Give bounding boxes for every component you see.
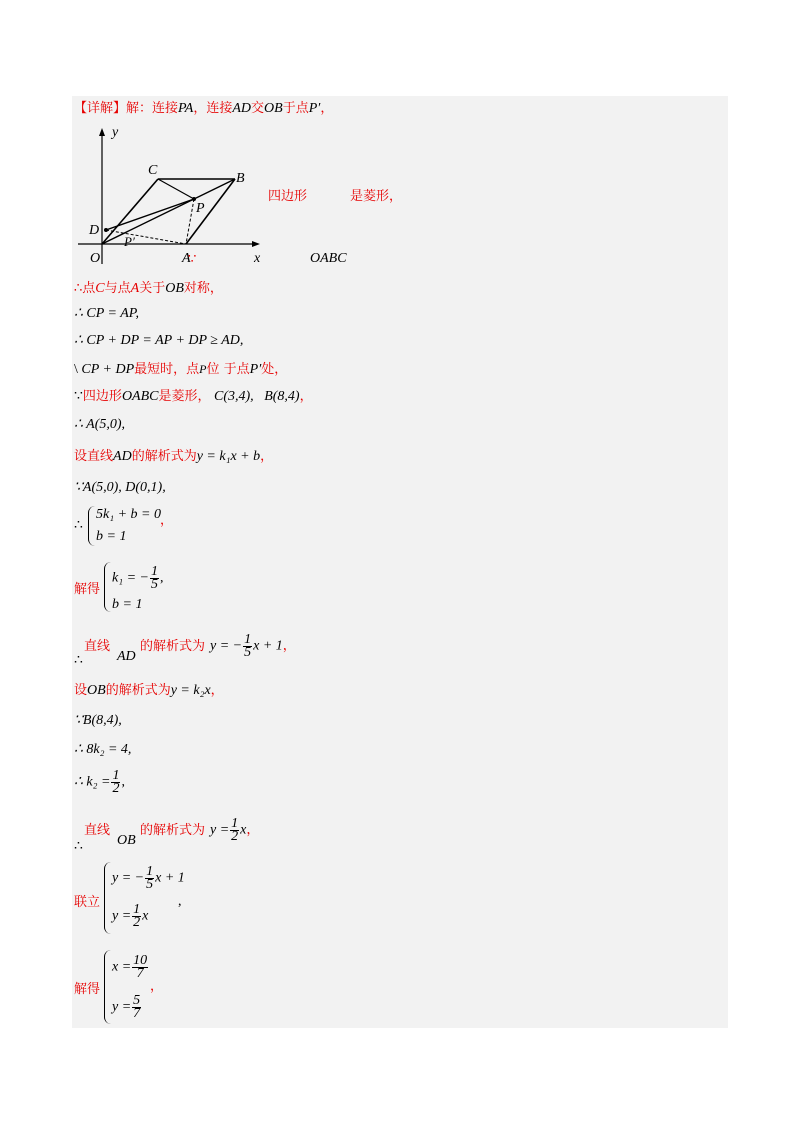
brace-3 [104, 862, 111, 934]
line-3: ∴ CP + DP = AP + DP ≥ AD, [74, 333, 244, 348]
solve-1-eq2: b = 1 [112, 597, 143, 612]
line-16-eq: y = $\frac{1}{2}$ x， [210, 816, 260, 844]
line-14: ∴ 8k₂ = 4, [74, 742, 132, 757]
system-2-eq2: y = $\frac{1}{2}$ x [112, 902, 149, 930]
system-1-eq2: b = 1 [96, 529, 127, 544]
line-13: ∵B(8,4), [74, 713, 122, 728]
line-7: 设直线AD的解析式为y = k₁x + b， [74, 449, 274, 464]
line-5: ∵四边形OABC是菱形， C(3,4), B(8,4)， [74, 389, 313, 404]
solve-2-eq2: y = $\frac{5}{7}$ [112, 993, 141, 1021]
label-C: C [148, 163, 158, 178]
label-A: A [182, 251, 191, 266]
label-B: B [236, 171, 245, 186]
solve-2-eq1: x = $\frac{10}{7}$ [112, 953, 148, 981]
system-1-eq1: 5k₁ + b = 0 [96, 507, 161, 522]
caption-1: 四边形 [268, 189, 308, 204]
line-12: 设OB的解析式为y = k₂x， [74, 683, 224, 698]
rhombus-figure [78, 124, 268, 272]
label-D: D [89, 223, 100, 238]
caption-2: 是菱形， [350, 189, 403, 204]
line-6: ∴ A(5,0), [74, 417, 126, 432]
solve-1-eq1: k₁ = − $\frac{1}{5}$ , [112, 564, 164, 592]
line-11-eq: y = − $\frac{1}{5}$ x + 1， [210, 632, 296, 660]
caption-oabc: OABC [310, 251, 347, 266]
brace-1 [88, 506, 95, 546]
label-x: x [254, 251, 261, 266]
label-O: O [90, 251, 101, 266]
brace-2 [104, 562, 111, 612]
line-1: ∴点C与点A关于OB对称， [74, 281, 223, 296]
line-8: ∵A(5,0), D(0,1), [74, 480, 166, 495]
label-y: y [112, 125, 119, 140]
brace-4 [104, 950, 111, 1024]
detail-tag: 【详解】 [74, 101, 127, 116]
label-P-prime: P′ [124, 234, 135, 249]
system-2-eq1: y = − $\frac{1}{5}$ x + 1 [112, 864, 185, 892]
figure-because: ∵ [188, 252, 197, 267]
label-P: P [196, 201, 205, 216]
line-2: ∴ CP = AP, [74, 306, 140, 321]
line-15: ∴ k₂ = $\frac{1}{2}$ , [74, 768, 125, 796]
line-4: \ CP + DP最短时，点P位 于点P′处， [74, 362, 288, 377]
header-line: 【详解】解：连接PA，连接AD交OB于点P′， [74, 101, 334, 116]
